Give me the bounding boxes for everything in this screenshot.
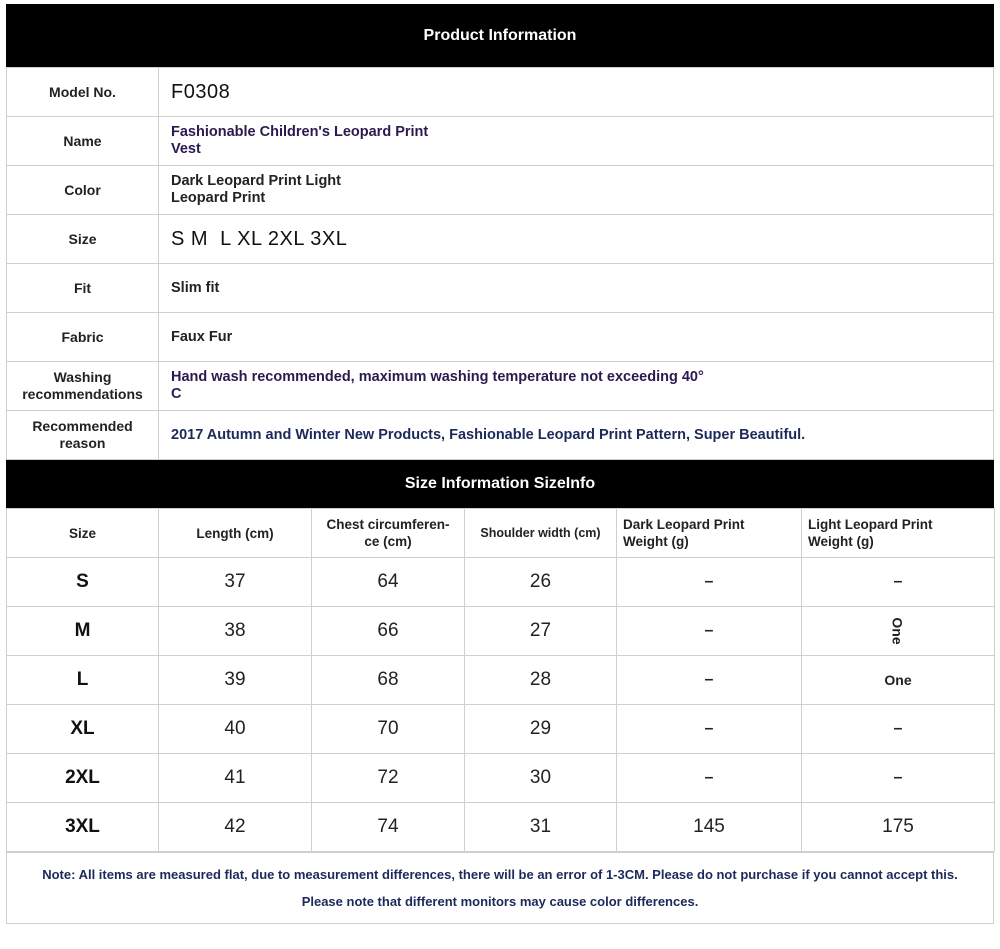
header-dark-line: Weight (g) — [623, 534, 689, 549]
model-value: F0308 — [159, 68, 994, 117]
length-cell: 42 — [159, 803, 312, 852]
table-row — [7, 656, 995, 705]
header-chest — [312, 509, 465, 558]
size-cell: XL — [7, 705, 159, 754]
table-row — [7, 803, 995, 852]
dark-weight-cell: – — [617, 705, 802, 754]
light-weight-rotated-text: One — [889, 617, 906, 645]
reason-label — [7, 411, 159, 460]
light-weight-cell: 175 — [802, 803, 995, 852]
name-value-line: Vest — [171, 141, 201, 157]
header-chest-line: Chest circumferen- — [326, 517, 450, 532]
dark-weight-cell: 145 — [617, 803, 802, 852]
size-cell: L — [7, 656, 159, 705]
light-weight-cell — [802, 607, 995, 656]
fabric-label: Fabric — [7, 313, 159, 362]
length-cell: 39 — [159, 656, 312, 705]
size-info-banner — [6, 460, 994, 508]
header-dark-weight — [617, 509, 802, 558]
product-info-table — [6, 67, 994, 460]
color-value-line: Dark Leopard Print Light — [171, 173, 341, 189]
size-cell: M — [7, 607, 159, 656]
color-value-line: Leopard Print — [171, 190, 266, 206]
color-value — [159, 166, 994, 215]
size-cell: 3XL — [7, 803, 159, 852]
header-light-weight — [802, 509, 995, 558]
shoulder-cell: 26 — [465, 558, 617, 607]
length-cell: 37 — [159, 558, 312, 607]
dark-weight-cell: – — [617, 754, 802, 803]
fit-row — [7, 264, 994, 313]
model-label: Model No. — [7, 68, 159, 117]
product-info-banner — [6, 4, 994, 67]
model-row — [7, 68, 994, 117]
length-cell: 38 — [159, 607, 312, 656]
table-row — [7, 754, 995, 803]
header-light-line: Weight (g) — [808, 534, 874, 549]
notes-row — [7, 853, 994, 924]
shoulder-cell: 30 — [465, 754, 617, 803]
reason-label-line: Recommended — [32, 418, 133, 434]
shoulder-cell: 29 — [465, 705, 617, 754]
color-note: Please note that different monitors may cause color differences. — [301, 894, 699, 909]
name-row — [7, 117, 994, 166]
measurement-note: Note: All items are measured flat, due to measurement differences, there will be an error of 1-3CM. Please do not purchase if you cannot accept this. — [42, 867, 958, 882]
color-row — [7, 166, 994, 215]
header-chest-line: ce (cm) — [364, 534, 412, 549]
header-light-line: Light Leopard Print — [808, 517, 933, 532]
size-cell: S — [7, 558, 159, 607]
washing-value-line: C — [171, 386, 182, 402]
chest-cell: 72 — [312, 754, 465, 803]
fabric-value: Faux Fur — [159, 313, 994, 362]
notes-table — [6, 852, 994, 924]
name-value-line: Fashionable Children's Leopard Print — [171, 124, 429, 140]
product-sheet — [6, 4, 994, 924]
reason-value: 2017 Autumn and Winter New Products, Fashionable Leopard Print Pattern, Super Beautiful. — [159, 411, 994, 460]
reason-row — [7, 411, 994, 460]
reason-label-line: reason — [59, 435, 106, 451]
washing-label-line: Washing — [53, 369, 112, 385]
size-info-title: Size Information SizeInfo — [404, 475, 596, 492]
header-length: Length (cm) — [159, 509, 312, 558]
color-label: Color — [7, 166, 159, 215]
fit-label: Fit — [7, 264, 159, 313]
dark-weight-cell: – — [617, 656, 802, 705]
light-weight-cell: – — [802, 705, 995, 754]
header-shoulder: Shoulder width (cm) — [465, 509, 617, 558]
light-weight-cell: One — [802, 656, 995, 705]
length-cell: 40 — [159, 705, 312, 754]
table-row — [7, 558, 995, 607]
washing-value — [159, 362, 994, 411]
chest-cell: 74 — [312, 803, 465, 852]
shoulder-cell: 31 — [465, 803, 617, 852]
dark-weight-cell: – — [617, 607, 802, 656]
fit-value: Slim fit — [159, 264, 994, 313]
chest-cell: 70 — [312, 705, 465, 754]
fabric-row — [7, 313, 994, 362]
chest-cell: 64 — [312, 558, 465, 607]
header-dark-line: Dark Leopard Print — [623, 517, 745, 532]
table-row — [7, 705, 995, 754]
size-cell: 2XL — [7, 754, 159, 803]
washing-value-line: Hand wash recommended, maximum washing temperature not exceeding 40° — [171, 369, 704, 385]
washing-label-line: recommendations — [22, 386, 143, 402]
chest-cell: 66 — [312, 607, 465, 656]
size-label: Size — [7, 215, 159, 264]
washing-label — [7, 362, 159, 411]
washing-row — [7, 362, 994, 411]
chest-cell: 68 — [312, 656, 465, 705]
table-row — [7, 607, 995, 656]
shoulder-cell: 28 — [465, 656, 617, 705]
size-table-header — [7, 509, 995, 558]
name-value — [159, 117, 994, 166]
header-size: Size — [7, 509, 159, 558]
light-weight-cell: – — [802, 754, 995, 803]
size-table — [6, 508, 995, 852]
product-info-title: Product Information — [423, 26, 577, 44]
notes-cell — [7, 853, 994, 924]
name-label: Name — [7, 117, 159, 166]
size-value: S M L XL 2XL 3XL — [159, 215, 994, 264]
light-weight-cell: – — [802, 558, 995, 607]
shoulder-cell: 27 — [465, 607, 617, 656]
dark-weight-cell: – — [617, 558, 802, 607]
size-row — [7, 215, 994, 264]
length-cell: 41 — [159, 754, 312, 803]
